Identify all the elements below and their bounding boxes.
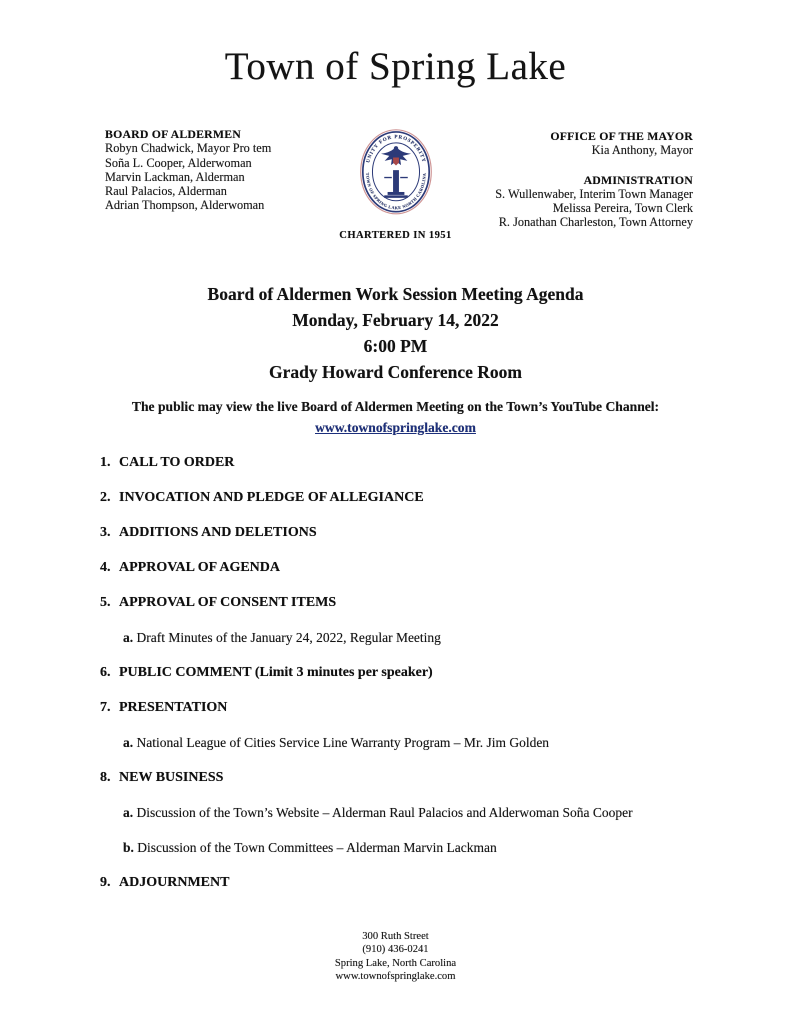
agenda-item-5 bbox=[100, 596, 741, 610]
agenda-item-1 bbox=[100, 456, 741, 470]
town-seal-icon bbox=[354, 123, 438, 224]
board-member: Marvin Lackman, Alderman bbox=[105, 169, 245, 184]
agenda-item-number: 2. bbox=[100, 490, 111, 505]
footer-phone: (910) 436-0241 bbox=[362, 944, 429, 956]
document-title: Town of Spring Lake bbox=[224, 45, 567, 88]
seal-eagle-monument bbox=[380, 146, 410, 198]
seal-caption: CHARTERED IN 1951 bbox=[339, 230, 452, 241]
agenda-subitem-8b bbox=[100, 841, 741, 855]
agenda-item-title: CALL TO ORDER bbox=[119, 455, 235, 470]
admin-staff: Melissa Pereira, Town Clerk bbox=[552, 201, 693, 216]
footer-website: www.townofspringlake.com bbox=[335, 970, 456, 982]
meeting-title: Board of Aldermen Work Session Meeting Agenda bbox=[207, 284, 584, 304]
agenda-item-title: APPROVAL OF AGENDA bbox=[119, 560, 281, 575]
subitem-letter: a. bbox=[123, 805, 134, 820]
agenda-item-2 bbox=[100, 491, 741, 505]
agenda-item-4 bbox=[100, 561, 741, 575]
agenda-item-9 bbox=[100, 876, 741, 890]
agenda-item-number: 3. bbox=[100, 525, 111, 540]
administration-heading: ADMINISTRATION bbox=[583, 172, 693, 187]
agenda-subitem-5a bbox=[100, 631, 741, 645]
meeting-date: Monday, February 14, 2022 bbox=[292, 310, 499, 330]
agenda-item-7 bbox=[100, 701, 741, 715]
footer-street: 300 Ruth Street bbox=[362, 931, 429, 942]
agenda-subitem-7a bbox=[100, 736, 741, 750]
board-member: Adrian Thompson, Alderwoman bbox=[105, 198, 265, 213]
youtube-channel-link[interactable]: www.townofspringlake.com bbox=[315, 420, 476, 435]
subitem-text: Discussion of the Town’s Website – Alderman Raul Palacios and Alderwoman Soña Cooper bbox=[136, 805, 633, 820]
agenda-subitem-8a bbox=[100, 806, 741, 820]
board-member: Robyn Chadwick, Mayor Pro tem bbox=[105, 141, 272, 156]
agenda-item-title: PRESENTATION bbox=[119, 700, 228, 715]
meeting-time: 6:00 PM bbox=[363, 336, 428, 356]
board-member: Raul Palacios, Alderman bbox=[105, 184, 227, 199]
subitem-letter: a. bbox=[123, 735, 134, 750]
agenda-item-title: NEW BUSINESS bbox=[119, 770, 224, 785]
admin-staff: S. Wullenwaber, Interim Town Manager bbox=[495, 186, 693, 201]
agenda-item-number: 6. bbox=[100, 665, 111, 680]
meeting-title-block bbox=[0, 281, 791, 385]
mayor-name: Kia Anthony, Mayor bbox=[591, 143, 693, 158]
agenda-item-number: 1. bbox=[100, 455, 111, 470]
footer-city: Spring Lake, North Carolina bbox=[334, 957, 457, 969]
agenda-item-title: APPROVAL OF CONSENT ITEMS bbox=[119, 595, 337, 610]
board-member: Soña L. Cooper, Alderwoman bbox=[105, 155, 252, 170]
agenda-item-number: 9. bbox=[100, 875, 111, 890]
seal-shield bbox=[393, 158, 399, 166]
mayor-office-heading: OFFICE OF THE MAYOR bbox=[550, 129, 693, 143]
board-heading: BOARD OF ALDERMEN bbox=[105, 127, 242, 141]
subitem-text: National League of Cities Service Line Warranty Program – Mr. Jim Golden bbox=[136, 735, 550, 750]
agenda-item-number: 7. bbox=[100, 700, 111, 715]
meeting-location: Grady Howard Conference Room bbox=[269, 362, 522, 382]
agenda-item-title: ADJOURNMENT bbox=[119, 875, 230, 890]
subitem-letter: a. bbox=[123, 630, 134, 645]
agenda-item-number: 4. bbox=[100, 560, 111, 575]
mayor-admin-block bbox=[495, 129, 693, 230]
notice-text: The public may view the live Board of Aldermen Meeting on the Town’s YouTube Channel: bbox=[131, 399, 660, 414]
agenda-item-title: PUBLIC COMMENT (Limit 3 minutes per speaker) bbox=[119, 665, 433, 680]
seal-ring-text: TOWN OF SPRING LAKE NORTH CAROLINA bbox=[364, 172, 427, 211]
public-notice bbox=[0, 396, 791, 438]
agenda-list bbox=[100, 456, 741, 911]
footer-address-block bbox=[0, 930, 791, 983]
agenda-item-6 bbox=[100, 666, 741, 680]
subitem-text: Draft Minutes of the January 24, 2022, Regular Meeting bbox=[136, 630, 441, 645]
subitem-letter: b. bbox=[123, 840, 134, 855]
agenda-item-3 bbox=[100, 526, 741, 540]
agenda-item-number: 8. bbox=[100, 770, 111, 785]
agenda-item-title: INVOCATION AND PLEDGE OF ALLEGIANCE bbox=[119, 490, 424, 505]
agenda-item-number: 5. bbox=[100, 595, 111, 610]
seal-top-text: UNITY FOR PROSPERITY bbox=[365, 135, 426, 164]
agenda-item-8 bbox=[100, 771, 741, 785]
admin-staff: R. Jonathan Charleston, Town Attorney bbox=[498, 215, 693, 230]
subitem-text: Discussion of the Town Committees – Alderman Marvin Lackman bbox=[137, 840, 497, 855]
agenda-item-title: ADDITIONS AND DELETIONS bbox=[119, 525, 317, 540]
